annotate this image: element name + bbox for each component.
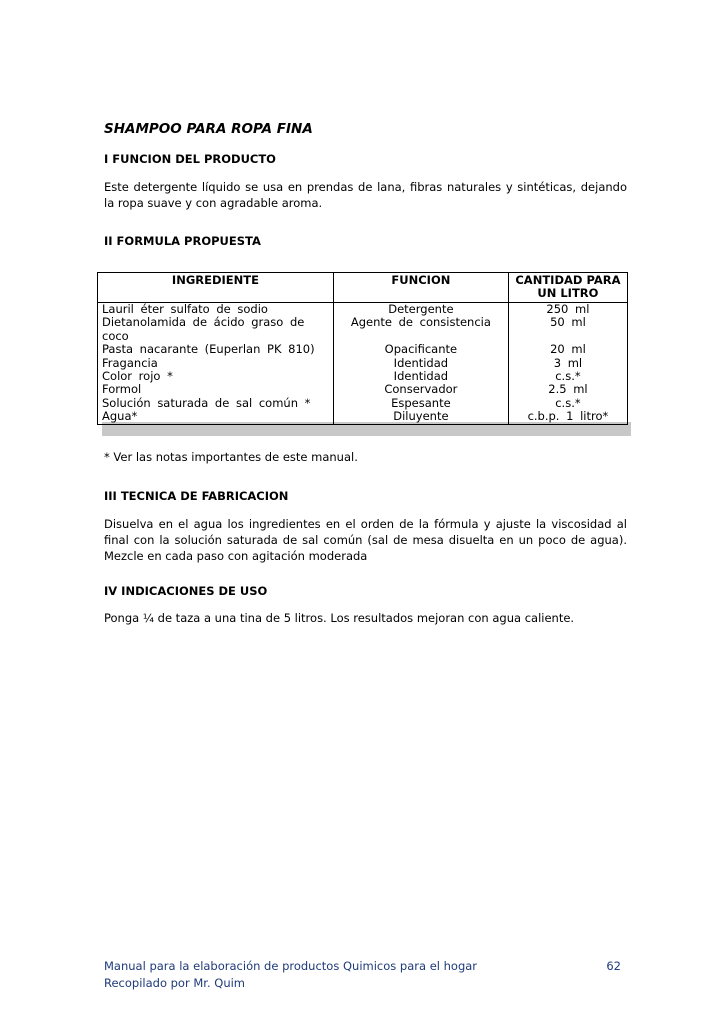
cell-cantidad: 3 ml — [508, 357, 627, 370]
paragraph-funcion: Este detergente líquido se usa en prendas de lana, fibras naturales y sintéticas, dejando la ropa suave y con agradable aroma. — [104, 180, 627, 210]
cell-funcion: Diluyente — [333, 410, 508, 424]
page-footer — [104, 958, 627, 992]
heading-funcion: I FUNCION DEL PRODUCTO — [104, 152, 276, 166]
document-title: SHAMPOO PARA ROPA FINA — [104, 121, 313, 137]
cell-cantidad: 250 ml — [508, 303, 627, 317]
heading-indicaciones: IV INDICACIONES DE USO — [104, 584, 268, 598]
cell-funcion: Opacificante — [333, 343, 508, 356]
cell-ingrediente: Dietanolamida de ácido graso de coco — [98, 316, 334, 343]
paragraph-tecnica: Disuelva en el agua los ingredientes en el orden de la fórmula y ajuste la viscosidad al final con la solución saturada de sal común (sal de mesa disuelta en un poco de agua). Mezcle en cada paso con agitación moderada — [104, 517, 627, 563]
cell-cantidad: 2.5 ml — [508, 383, 627, 396]
footer-author: Recopilado por Mr. Quim — [104, 976, 245, 990]
cell-cantidad: c.s.* — [508, 370, 627, 383]
cell-funcion: Identidad — [333, 357, 508, 370]
cell-ingrediente: Lauril éter sulfato de sodio — [98, 303, 334, 317]
cell-ingrediente: Solución saturada de sal común * — [98, 397, 334, 410]
cell-ingrediente: Pasta nacarante (Euperlan PK 810) — [98, 343, 334, 356]
cell-ingrediente: Color rojo * — [98, 370, 334, 383]
cell-ingrediente: Agua* — [98, 410, 334, 424]
column-header-ingrediente: INGREDIENTE — [98, 273, 334, 303]
cell-cantidad: 20 ml — [508, 343, 627, 356]
cell-funcion: Conservador — [333, 383, 508, 396]
table-row — [98, 397, 628, 410]
table-row — [98, 316, 628, 343]
cell-cantidad: c.b.p. 1 litro* — [508, 410, 627, 424]
table-row — [98, 343, 628, 356]
cell-cantidad: c.s.* — [508, 397, 627, 410]
formula-note: * Ver las notas importantes de este manual. — [104, 450, 358, 464]
table-row — [98, 303, 628, 317]
page-number: 62 — [606, 959, 621, 973]
footer-manual-title: Manual para la elaboración de productos Quimicos para el hogar — [104, 959, 478, 973]
formula-table — [97, 272, 628, 425]
table-row — [98, 383, 628, 396]
cell-funcion: Identidad — [333, 370, 508, 383]
cell-ingrediente: Formol — [98, 383, 334, 396]
cell-funcion: Detergente — [333, 303, 508, 317]
table-row — [98, 357, 628, 370]
cell-funcion: Espesante — [333, 397, 508, 410]
formula-table-container — [97, 272, 631, 437]
heading-tecnica: III TECNICA DE FABRICACION — [104, 489, 289, 503]
paragraph-indicaciones: Ponga ¼ de taza a una tina de 5 litros. Los resultados mejoran con agua caliente. — [104, 611, 575, 625]
document-page — [104, 0, 627, 1031]
column-header-funcion: FUNCION — [333, 273, 508, 303]
table-row — [98, 410, 628, 424]
column-header-cantidad: CANTIDAD PARA UN LITRO — [508, 273, 627, 303]
table-row — [98, 370, 628, 383]
cell-funcion: Agente de consistencia — [333, 316, 508, 343]
cell-cantidad: 50 ml — [508, 316, 627, 343]
cell-ingrediente: Fragancia — [98, 357, 334, 370]
heading-formula: II FORMULA PROPUESTA — [104, 234, 261, 248]
table-header-row — [98, 273, 628, 303]
